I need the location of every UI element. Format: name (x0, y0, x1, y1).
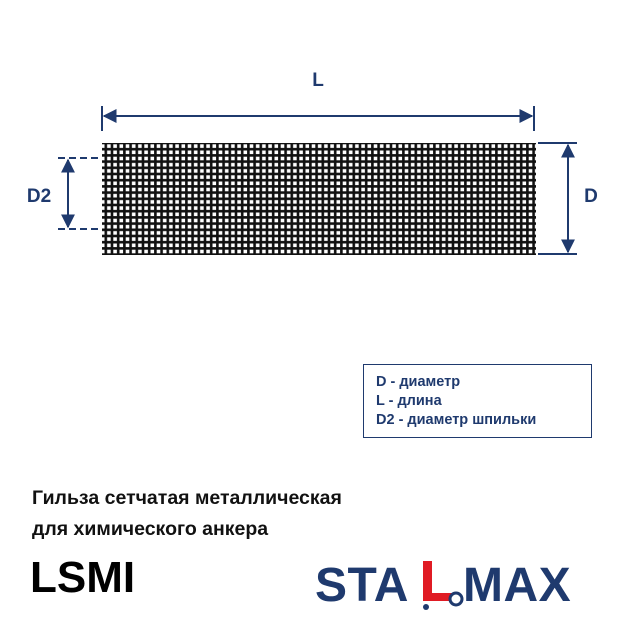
trolley-logo-icon (423, 561, 462, 610)
svg-text:MAX: MAX (463, 559, 572, 612)
d-label: D (584, 186, 598, 207)
length-label: L (312, 70, 324, 91)
legend-box (363, 364, 592, 438)
mesh-sleeve (102, 143, 536, 255)
d2-label: D2 (26, 186, 52, 207)
legend-line-d: D - диаметр (376, 374, 461, 390)
svg-text:STA: STA (315, 559, 409, 612)
description-line-2: для химического анкера (32, 518, 269, 540)
product-description (32, 483, 342, 545)
stalmax-logo (315, 555, 605, 613)
legend-line-d2: D2 - диаметр шпильки (376, 412, 537, 428)
description-line-1: Гильза сетчатая металлическая (32, 487, 342, 509)
model-code: LSMI (30, 553, 136, 602)
legend-line-l: L - длина (376, 393, 442, 409)
